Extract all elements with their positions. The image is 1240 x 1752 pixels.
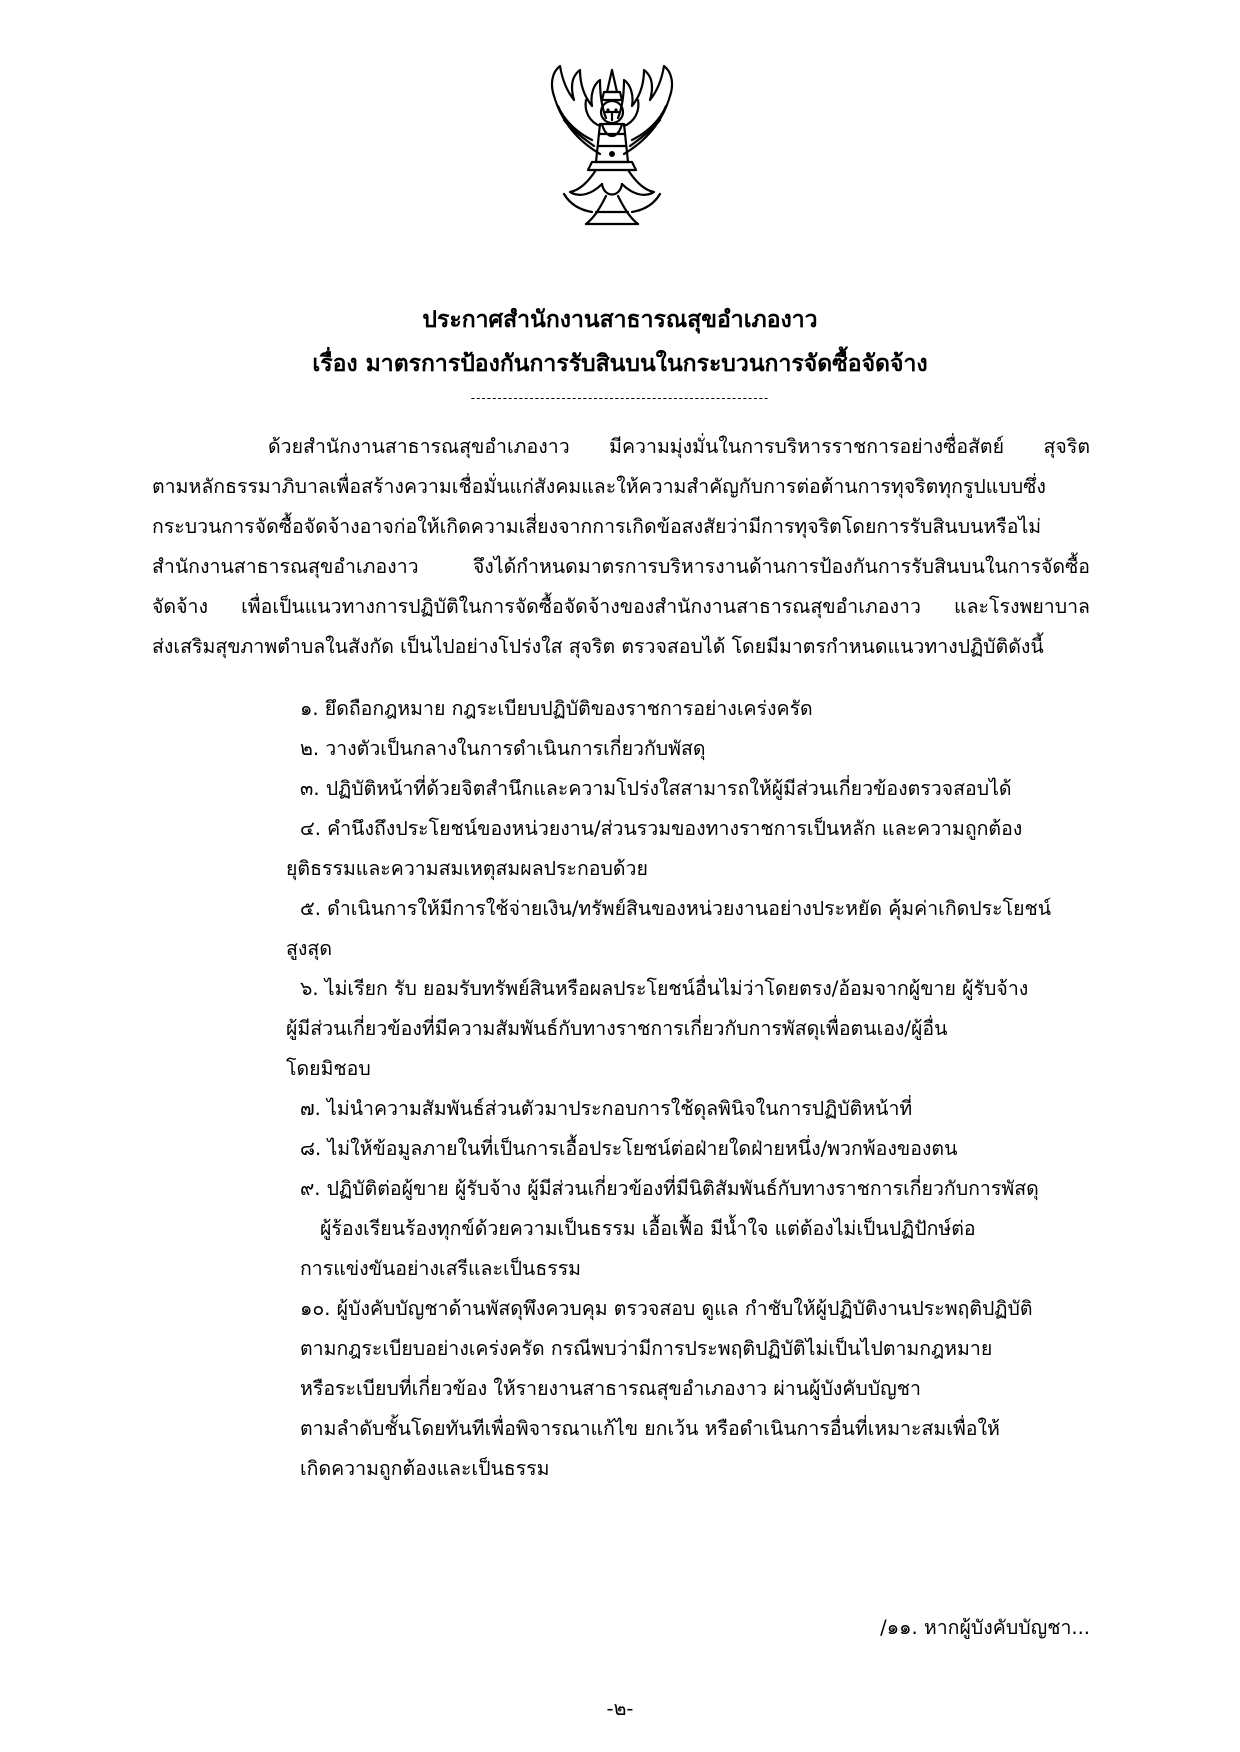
- measure-item-10-cont: ตามลำดับชั้นโดยทันทีเพื่อพิจารณาแก้ไข ยกเว้น หรือดำเนินการอื่นที่เหมาะสมเพื่อให้: [300, 1417, 1000, 1440]
- announcement-title: ประกาศสำนักงานสาธารณสุขอำเภองาว: [422, 307, 818, 333]
- measure-item-10-cont: ตามกฎระเบียบอย่างเคร่งครัด กรณีพบว่ามีการประพฤติปฏิบัติไม่เป็นไปตามกฎหมาย: [300, 1337, 993, 1360]
- measure-item-6-cont: ผู้มีส่วนเกี่ยวข้องที่มีความสัมพันธ์กับทางราชการเกี่ยวกับการพัสดุเพื่อตนเอง/ผู้อื่น: [286, 1017, 948, 1040]
- measure-item-10-cont: เกิดความถูกต้องและเป็นธรรม: [300, 1457, 550, 1480]
- measure-item-9-cont: การแข่งขันอย่างเสรีและเป็นธรรม: [300, 1257, 582, 1280]
- measure-item-2: ๒. วางตัวเป็นกลางในการดำเนินการเกี่ยวกับพัสดุ: [300, 737, 706, 760]
- measure-item-4: ๔. คำนึงถึงประโยชน์ของหน่วยงาน/ส่วนรวมของทางราชการเป็นหลัก และความถูกต้อง: [300, 817, 1023, 840]
- garuda-emblem-icon: [540, 62, 684, 232]
- page-number: -๒-: [606, 1697, 634, 1720]
- measure-item-3: ๓. ปฏิบัติหน้าที่ด้วยจิตสำนึกและความโปร่งใสสามารถให้ผู้มีส่วนเกี่ยวข้องตรวจสอบได้: [300, 777, 1012, 800]
- continuation-note: /๑๑. หากผู้บังคับบัญชา...: [880, 1616, 1090, 1639]
- intro-line: ตามหลักธรรมาภิบาลเพื่อสร้างความเชื่อมั่นแก่สังคมและให้ความสำคัญกับการต่อต้านการทุจริตทุกรูปแบบซึ่ง: [152, 475, 1046, 498]
- measure-item-1: ๑. ยึดถือกฎหมาย กฎระเบียบปฏิบัติของราชการอย่างเคร่งครัด: [300, 697, 813, 720]
- intro-line: ด้วยสำนักงานสาธารณสุขอำเภองาว มีความมุ่งมั่นในการบริหารราชการอย่างซื่อสัตย์ สุจริต: [268, 435, 1090, 458]
- measure-item-9-cont: ผู้ร้องเรียนร้องทุกข์ด้วยความเป็นธรรม เอื้อเฟื้อ มีน้ำใจ แต่ต้องไม่เป็นปฏิปักษ์ต่อ: [320, 1217, 976, 1240]
- measure-item-4-cont: ยุติธรรมและความสมเหตุสมผลประกอบด้วย: [286, 857, 648, 880]
- title-separator: --------------------------------------------------------: [470, 391, 770, 405]
- announcement-subject: เรื่อง มาตรการป้องกันการรับสินบนในกระบวนการจัดซื้อจัดจ้าง: [312, 351, 928, 377]
- measure-item-8: ๘. ไม่ให้ข้อมูลภายในที่เป็นการเอื้อประโยชน์ต่อฝ่ายใดฝ่ายหนึ่ง/พวกพ้องของตน: [300, 1137, 958, 1160]
- measure-item-10-cont: หรือระเบียบที่เกี่ยวข้อง ให้รายงานสาธารณสุขอำเภองาว ผ่านผู้บังคับบัญชา: [300, 1377, 921, 1400]
- measure-item-6-cont: โดยมิชอบ: [286, 1057, 371, 1080]
- measure-item-5: ๕. ดำเนินการให้มีการใช้จ่ายเงิน/ทรัพย์สินของหน่วยงานอย่างประหยัด คุ้มค่าเกิดประโยชน์: [300, 897, 1052, 920]
- measure-item-5-cont: สูงสุด: [286, 937, 332, 960]
- measure-item-10: ๑๐. ผู้บังคับบัญชาด้านพัสดุพึงควบคุม ตรวจสอบ ดูแล กำชับให้ผู้ปฏิบัติงานประพฤติปฏิบัติ: [300, 1297, 1033, 1320]
- measure-item-9: ๙. ปฏิบัติต่อผู้ขาย ผู้รับจ้าง ผู้มีส่วนเกี่ยวข้องที่มีนิติสัมพันธ์กับทางราชการเกี่ยวกับการพัสดุ: [300, 1177, 1039, 1200]
- intro-line: สำนักงานสาธารณสุขอำเภองาว จึงได้กำหนดมาตรการบริหารงานด้านการป้องกันการรับสินบนในการจัดซื้อ: [152, 555, 1090, 578]
- measure-item-6: ๖. ไม่เรียก รับ ยอมรับทรัพย์สินหรือผลประโยชน์อื่นไม่ว่าโดยตรง/อ้อมจากผู้ขาย ผู้รับจ้าง: [300, 977, 1029, 1000]
- intro-line: กระบวนการจัดซื้อจัดจ้างอาจก่อให้เกิดความเสี่ยงจากการเกิดข้อสงสัยว่ามีการทุจริตโดยการรับสินบนหรือไม่: [152, 515, 1042, 538]
- intro-line: ส่งเสริมสุขภาพตำบลในสังกัด เป็นไปอย่างโปร่งใส สุจริต ตรวจสอบได้ โดยมีมาตรกำหนดแนวทางปฏิบัติดังนี้: [152, 635, 1044, 658]
- measure-item-7: ๗. ไม่นำความสัมพันธ์ส่วนตัวมาประกอบการใช้ดุลพินิจในการปฏิบัติหน้าที่: [300, 1097, 913, 1120]
- intro-line: จัดจ้าง เพื่อเป็นแนวทางการปฏิบัติในการจัดซื้อจัดจ้างของสำนักงานสาธารณสุขอำเภองาว และโรงพยาบาล: [152, 595, 1090, 618]
